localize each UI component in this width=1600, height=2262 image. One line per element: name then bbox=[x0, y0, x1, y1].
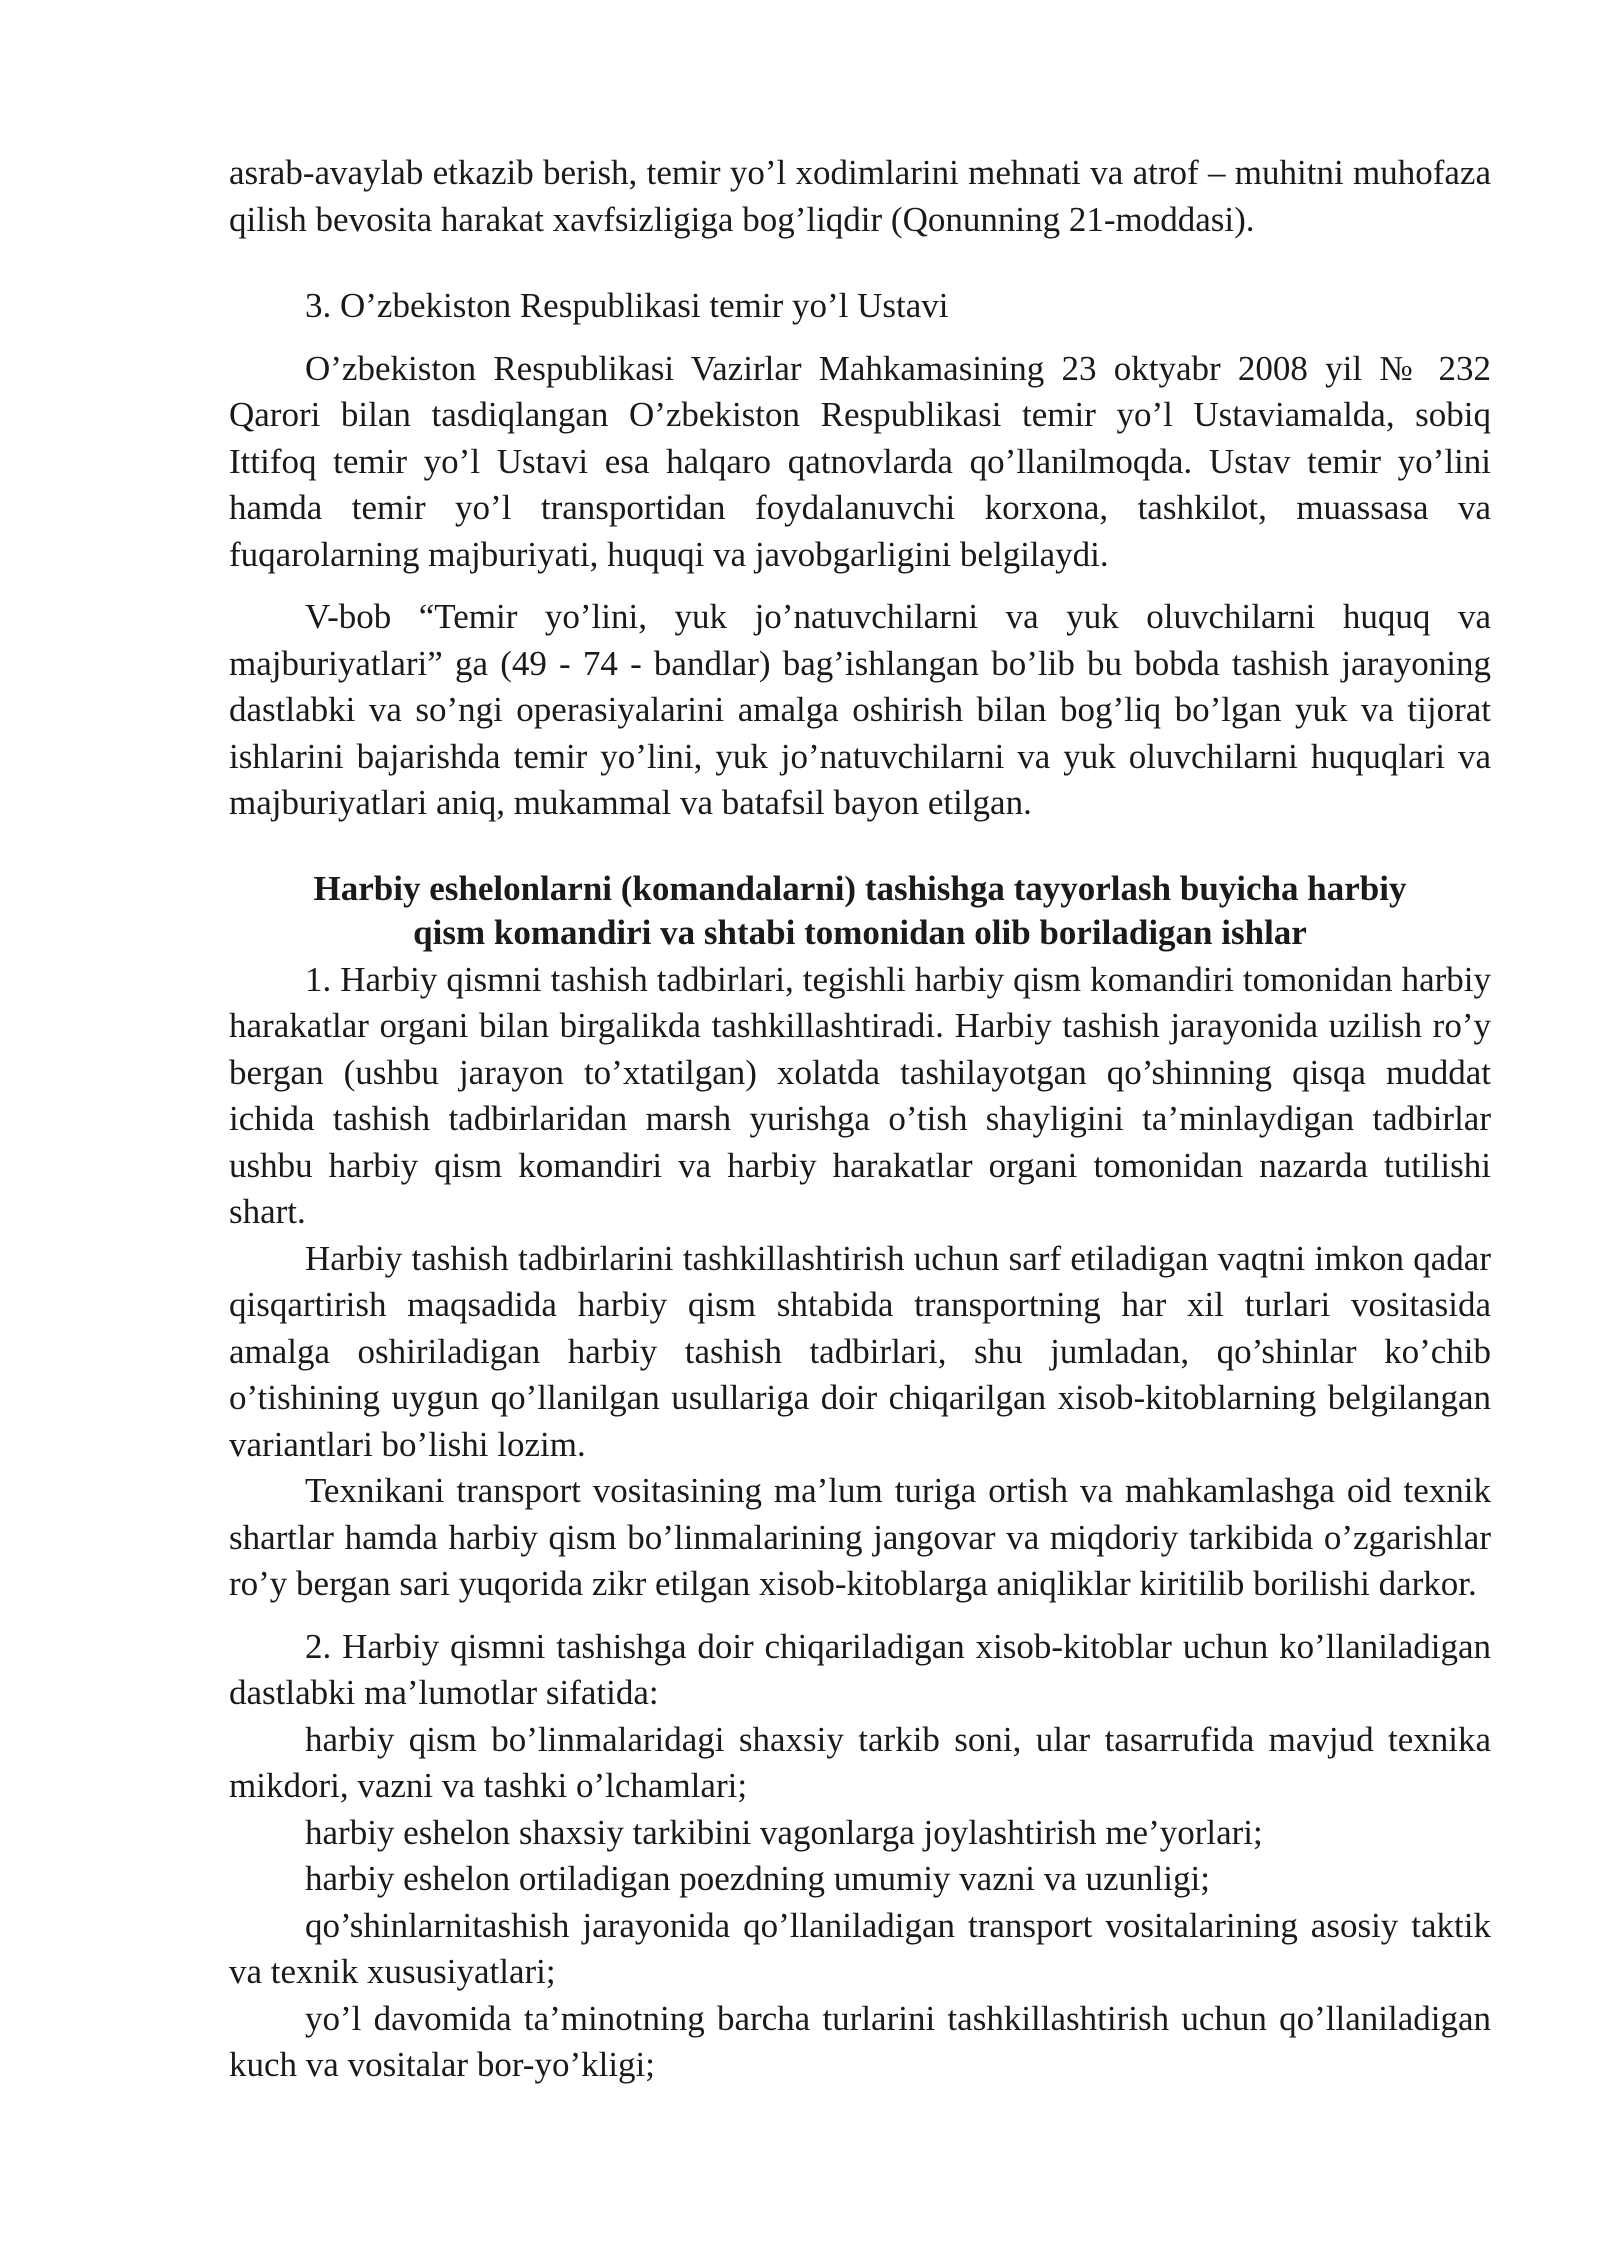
paragraph-ustav: O’zbekiston Respublikasi Vazirlar Mahkamasining 23 oktyabr 2008 yil № 232 Qarori bilan tasdiqlangan O’zbekiston Respublikasi temir yo’l Ustaviamalda, sobiq Ittifoq temir yo’l Ustavi esa halqaro qatnovlarda qo’llanilmoqda. Ustav temir yo’lini hamda temir yo’l transportidan foydalanuvchi korxona, tashkilot, muassasa va fuqarolarning majburiyati, huquqi va javobgarligini belgilaydi. bbox=[229, 348, 1491, 574]
heading-line-2: qism komandiri va shtabi tomonidan olib boriladigan ishlar bbox=[413, 912, 1307, 952]
paragraph-intro: asrab-avaylab etkazib berish, temir yo’l xodimlarini mehnati va atrof – muhitni muhofaza qilish bevosita harakat xavfsizligiga bog’liqdir (Qonunning 21-moddasi). bbox=[229, 153, 1491, 239]
document-page bbox=[229, 150, 1491, 2089]
list-item: yo’l davomida ta’minotning barcha turlarini tashkillashtirish uchun qo’llaniladigan kuch va vositalar bor-yo’kligi; bbox=[229, 1998, 1491, 2084]
paragraph-tashish: Harbiy tashish tadbirlarini tashkillashtirish uchun sarf etiladigan vaqtni imkon qadar qisqartirish maqsadida harbiy qism shtabida transportning har xil turlari vositasida amalga oshiriladigan harbiy tashish tadbirlari, shu jumladan, qo’shinlar ko’chib o’tishining uygun qo’llanilgan usullariga doir chiqarilgan xisob-kitoblarning belgilangan variantlari bo’lishi lozim. bbox=[229, 1238, 1491, 1464]
paragraph-texnika: Texnikani transport vositasining ma’lum turiga ortish va mahkamlashga oid texnik shartlar hamda harbiy qism bo’linmalarining jangovar va miqdoriy tarkibida o’zgarishlar ro’y bergan sari yuqorida zikr etilgan xisob-kitoblarga aniqliklar kiritilib borilishi darkor. bbox=[229, 1471, 1491, 1603]
list-item: qo’shinlarnitashish jarayonida qo’llaniladigan transport vositalarining asosiy taktik va texnik xususiyatlari; bbox=[229, 1905, 1491, 1991]
list-item: harbiy eshelon shaxsiy tarkibini vagonlarga joylashtirish me’yorlari; bbox=[305, 1812, 1263, 1852]
paragraph-v-bob: V-bob “Temir yo’lini, yuk jo’natuvchilarni va yuk oluvchilarni huquq va majburiyatlari” ga (49 - 74 - bandlar) bag’ishlangan bo’lib bu bobda tashish jarayoning dastlabki va so’ngi operasiyalarini amalga oshirish bilan bog’liq bo’lgan yuk va tijorat ishlarini bajarishda temir yo’lini, yuk jo’natuvchilarni va yuk oluvchilarni huquqlari va majburiyatlari aniq, mukammal va batafsil bayon etilgan. bbox=[229, 597, 1491, 822]
list-item: harbiy eshelon ortiladigan poezdning umumiy vazni va uzunligi; bbox=[305, 1859, 1210, 1898]
section-title: 3. O’zbekiston Respublikasi temir yo’l Ustavi bbox=[305, 286, 949, 325]
paragraph-item-1: 1. Harbiy qismni tashish tadbirlari, tegishli harbiy qism komandiri tomonidan harbiy harakatlar organi bilan birgalikda tashkillashtiradi. Harbiy tashish jarayonida uzilish ro’y bergan (ushbu jarayon to’xtatilgan) xolatda tashilayotgan qo’shinning qisqa muddat ichida tashish tadbirlaridan marsh yurishga o’tish shayligini ta’minlaydigan tadbirlar ushbu harbiy qism komandiri va harbiy harakatlar organi tomonidan nazarda tutilishi shart. bbox=[229, 959, 1491, 1231]
paragraph-item-2: 2. Harbiy qismni tashishga doir chiqariladigan xisob-kitoblar uchun ko’llaniladigan dastlabki ma’lumotlar sifatida: bbox=[229, 1626, 1491, 1712]
heading-line-1: Harbiy eshelonlarni (komandalarni) tashishga tayyorlash buyicha harbiy bbox=[313, 868, 1407, 908]
list-item: harbiy qism bo’linmalaridagi shaxsiy tarkib soni, ular tasarrufida mavjud texnika mikdori, vazni va tashki o’lchamlari; bbox=[229, 1719, 1491, 1805]
section-heading bbox=[229, 867, 1491, 955]
